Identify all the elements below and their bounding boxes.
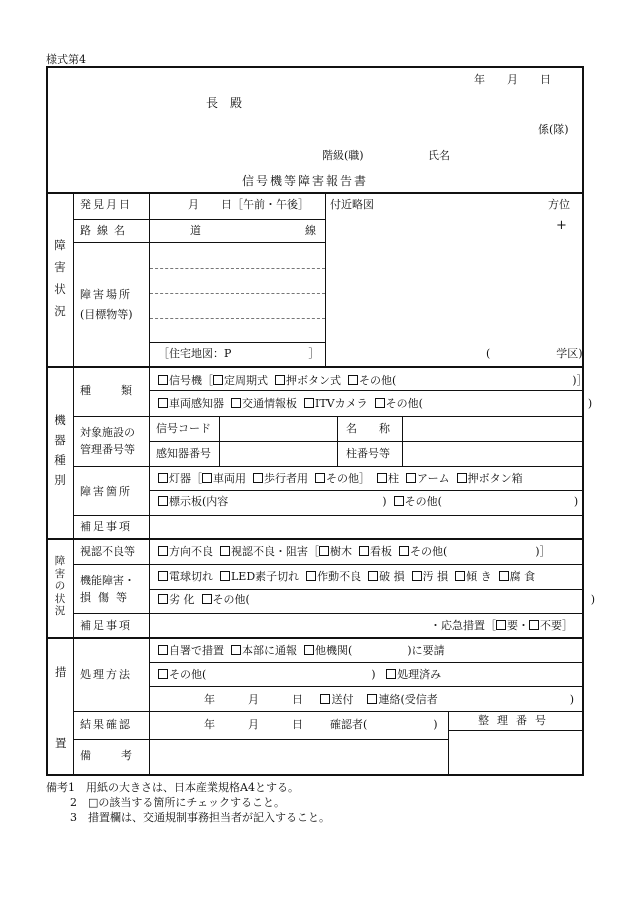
checkbox-icon[interactable] [319,546,329,556]
type-other-2: その他( ) [385,397,593,410]
found-date-label: 発見月日 [80,198,132,211]
note-3: 3 措置欄は、交通規制事務担当者が記入すること。 [70,811,330,824]
checkbox-icon[interactable] [220,546,230,556]
facility-name-label: 名 称 [346,422,390,435]
checkbox-icon[interactable] [158,594,168,604]
checkbox-icon[interactable] [304,645,314,655]
school-district: ( 学区) [486,347,583,360]
dmg-tilt: 傾 き [466,570,492,583]
visibility-label: 視認不良等 [80,545,135,558]
checkbox-icon[interactable] [158,669,168,679]
equipment-supplement-label: 補足事項 [80,520,132,533]
rule [150,490,583,491]
method-line-1 [158,645,445,656]
checkbox-icon[interactable] [455,571,465,581]
pole-number-label: 柱番号等 [346,447,390,460]
type-info-board: 交通情報板 [242,397,297,410]
checkbox-icon[interactable] [386,669,396,679]
route-value-1: 道 [190,224,201,237]
emergency-needed: 要・ [507,619,529,632]
checkbox-icon[interactable] [359,546,369,556]
vis-other: その他( )］ [410,545,551,558]
reference-number-label: 整理番号 [478,714,554,727]
loc-vehicle: 車両用 [213,472,246,485]
loc-arm: アーム [417,472,450,485]
checkbox-icon[interactable] [202,594,212,604]
dmg-other: その他( ) [212,593,596,606]
visibility-line [158,546,551,557]
checkbox-icon[interactable] [368,571,378,581]
method-send: 送付 [331,693,354,706]
location-line-2 [158,496,578,507]
checkbox-icon[interactable] [348,375,358,385]
divider-status [47,637,583,639]
loc-button-box: 押ボタン箱 [467,472,523,485]
mgmt-label-1: 対象施設の [80,426,135,439]
type-itv: ITVカメラ [315,397,368,410]
section-measures-label-2: 置 [55,736,67,750]
loc-sign-board: 標示板(内容 [169,495,229,508]
rule [325,193,326,366]
method-other: その他( ) [169,668,376,681]
divider-header [47,192,583,194]
rule [73,739,448,740]
checkbox-icon[interactable] [367,694,377,704]
method-label: 処理方法 [80,668,132,681]
vis-direction: 方向不良 [169,545,213,558]
method-done: 処理済み [397,668,442,681]
vis-obstruct: 視認不良・阻害［ [231,545,319,558]
dmg-deterioration: 劣 化 [169,593,195,606]
header-date: 年 月 日 [474,73,551,86]
dashed-rule [150,293,325,294]
checkbox-icon[interactable] [231,645,241,655]
checkbox-icon[interactable] [394,496,404,506]
checkbox-icon[interactable] [158,571,168,581]
method-self: 自署で措置 [169,644,224,657]
damage-line-1 [158,571,535,582]
result-date: 年 月 日 [204,718,303,731]
type-signal: 信号機［ [169,374,213,387]
signal-code-label: 信号コード [156,422,211,435]
checkbox-icon[interactable] [275,375,285,385]
checkbox-icon[interactable] [399,546,409,556]
loc-pedestrian: 歩行者用 [264,472,308,485]
divider-fault [47,366,583,368]
checkbox-icon[interactable] [412,571,422,581]
checkbox-icon[interactable] [315,473,325,483]
location-label-1: 障害場所 [80,288,132,301]
note-1: 備考1 用紙の大きさは、日本産業規格A4とする。 [46,781,299,794]
rule [150,342,325,343]
loc-lamp: 灯器［ [169,472,202,485]
rule [73,242,325,243]
checkbox-icon[interactable] [158,645,168,655]
divider-equipment [47,538,583,540]
checkbox-icon[interactable] [158,398,168,408]
form-id: 様式第4 [46,53,86,66]
route-value-2: 線 [305,224,316,237]
detector-number-label: 感知器番号 [156,447,211,460]
dashed-rule [150,318,325,319]
method-other-agency: 他機関( )に要請 [315,644,445,657]
checkbox-icon[interactable] [158,375,168,385]
checkbox-icon[interactable] [406,473,416,483]
dmg-malfunction: 作動不良 [317,570,362,583]
checkbox-icon[interactable] [320,694,330,704]
rule [73,219,325,220]
direction-label: 方位 [548,198,570,211]
result-label: 結果確認 [80,718,132,731]
form-title: 信号機等障害報告書 [242,174,369,188]
rule [448,711,449,775]
rule [150,686,583,687]
loc-sign-content: ) [228,495,387,508]
checkbox-icon[interactable] [499,571,509,581]
checkbox-icon[interactable] [220,571,230,581]
rank-label: 階級(職) [322,149,364,162]
rule [150,390,583,391]
type-line-2 [158,398,592,409]
dmg-dirty: 汚 損 [422,570,449,583]
rule [150,662,583,663]
type-fixed-cycle: 定周期式 [224,374,268,387]
loc-pole: 柱 [388,472,399,485]
type-other: その他( )］ [359,374,588,387]
checkbox-icon[interactable] [377,473,387,483]
type-label: 種類 [80,384,162,397]
section-measures-label-1: 措 [55,665,67,679]
method-date: 年 月 日 [204,693,303,706]
section-equipment-label: 機器種別 [54,413,66,488]
unit-label: 係(隊) [538,123,569,136]
vis-tree: 樹木 [330,545,352,558]
damage-label-2: 損傷等 [80,591,134,604]
location-label-2: (目標物等) [80,308,133,321]
addressee: 長 殿 [206,96,243,110]
checkbox-icon[interactable] [529,620,539,630]
damage-label-1: 機能障害・ [80,574,135,587]
checkbox-icon[interactable] [306,571,316,581]
dmg-led: LED素子切れ [231,570,300,583]
loc-other: その他］ [326,472,370,485]
type-line-1 [158,375,588,386]
section-fault-label: 障害状況 [54,238,66,318]
emergency-not-needed: 不要］ [540,619,573,632]
damage-line-2 [158,594,595,605]
type-push-button: 押ボタン式 [286,374,341,387]
method-line-3 [204,694,574,705]
location-line-1 [158,473,523,484]
rule [149,193,150,775]
rule [402,416,403,466]
method-contact: 連絡(受信者 ) [378,693,575,706]
rule [219,416,220,466]
checkbox-icon[interactable] [304,398,314,408]
checkbox-icon[interactable] [375,398,385,408]
type-detector: 車両感知器 [169,397,224,410]
fault-location-label: 障害箇所 [80,485,132,498]
remarks-label: 備考 [80,749,162,762]
section-status-label: 障害の状況 [54,555,66,618]
checkbox-icon[interactable] [457,473,467,483]
checkbox-icon[interactable] [253,473,263,483]
map-reference: ［住宅地図：P ］ [158,347,320,360]
rule [448,730,583,731]
emergency-measure [430,620,573,631]
confirmer: 確認者( ) [330,718,438,731]
emergency-label: ・応急措置［ [430,619,496,632]
loc-other-2: その他( ) [404,495,579,508]
checkbox-icon[interactable] [496,620,506,630]
rule [150,589,583,590]
dmg-broken: 破 損 [379,570,405,583]
method-hq: 本部に通報 [242,644,297,657]
name-label: 氏名 [428,149,450,162]
checkbox-icon[interactable] [158,473,168,483]
checkbox-icon[interactable] [213,375,223,385]
method-line-2 [158,669,441,680]
status-supplement-label: 補足事項 [80,619,132,632]
checkbox-icon[interactable] [158,496,168,506]
checkbox-icon[interactable] [231,398,241,408]
rule [73,193,74,775]
dmg-corrosion: 腐 食 [509,570,536,583]
dashed-rule [150,268,325,269]
dmg-bulb: 電球切れ [169,570,213,583]
sketch-label: 付近略図 [330,198,374,211]
found-date-value: 月 日［午前・午後］ [188,198,309,211]
direction-icon: + [556,218,567,233]
mgmt-label-2: 管理番号等 [80,443,135,456]
rule [337,416,338,466]
vis-billboard: 看板 [370,545,392,558]
route-label: 路線名 [80,224,131,237]
note-2: 2 □の該当する箇所にチェックすること。 [70,796,286,809]
checkbox-icon[interactable] [158,546,168,556]
rule [150,441,583,442]
checkbox-icon[interactable] [202,473,212,483]
